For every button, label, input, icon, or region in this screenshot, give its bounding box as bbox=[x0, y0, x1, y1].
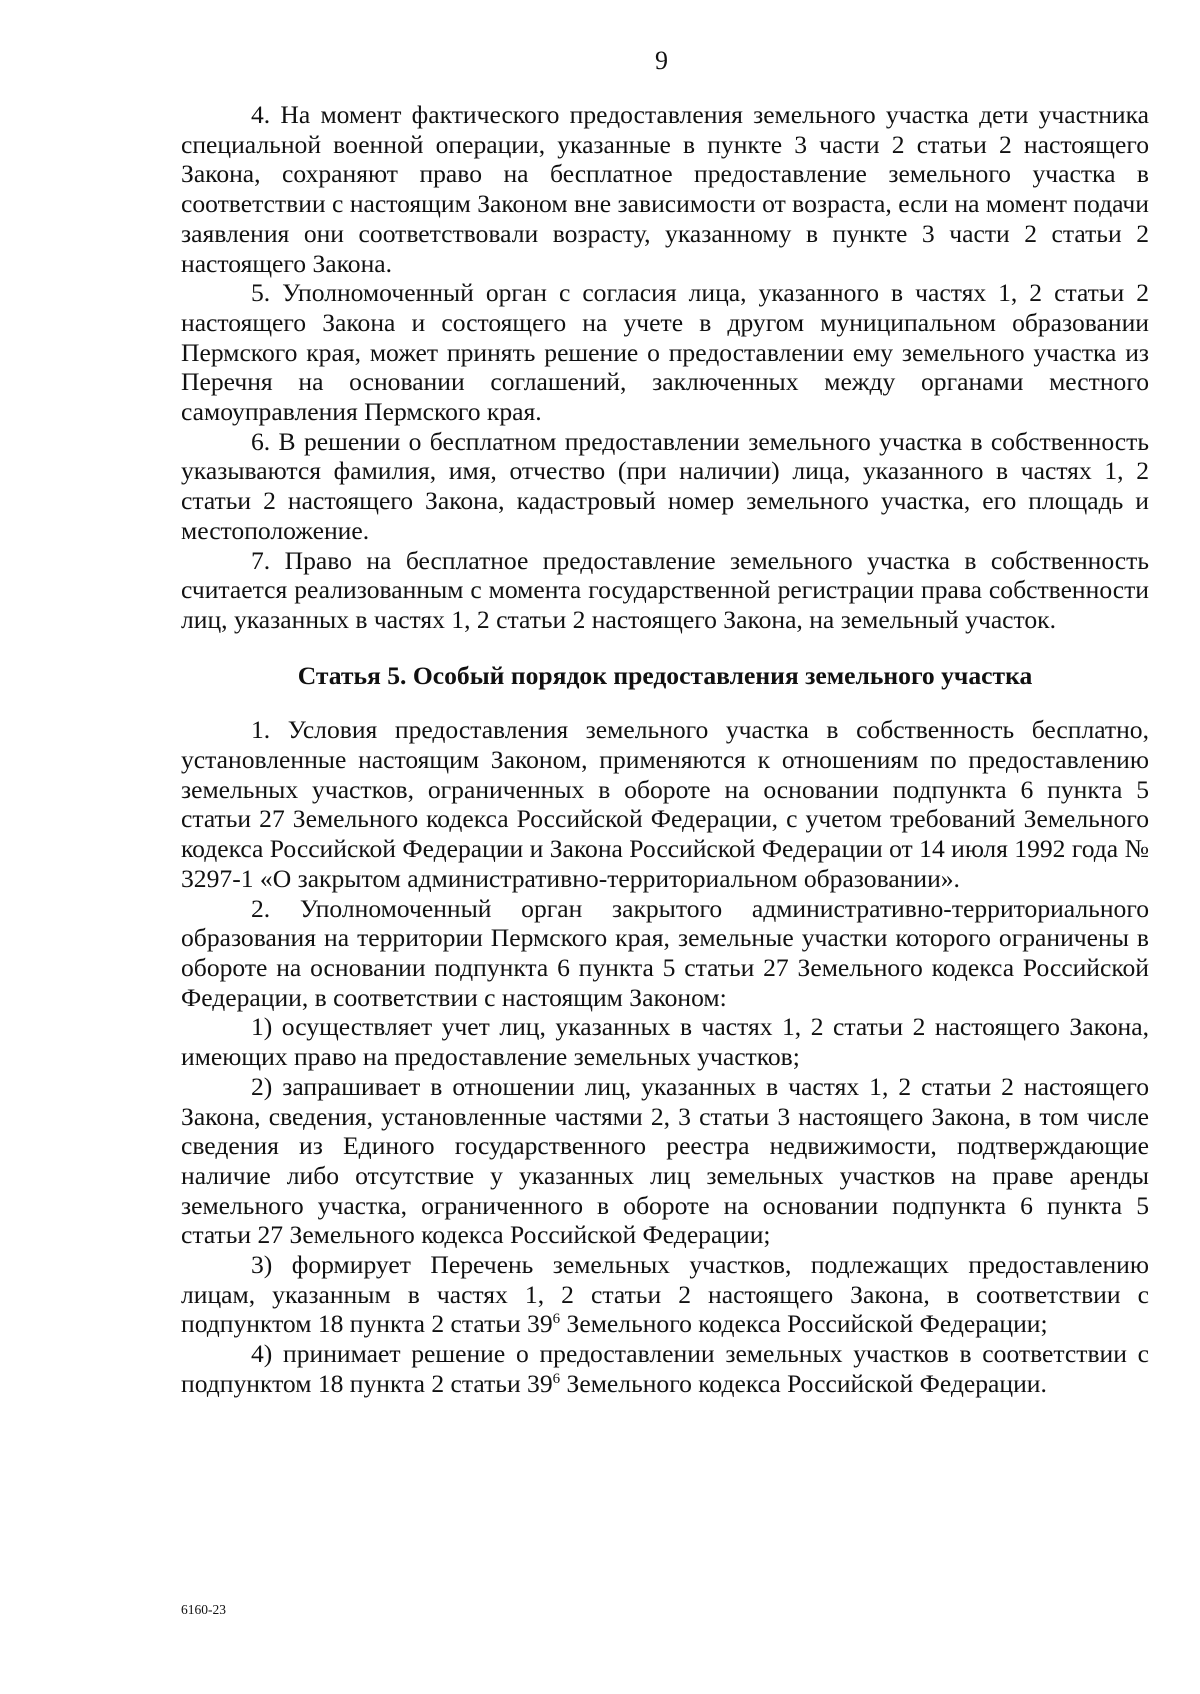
superscript: 6 bbox=[552, 1370, 561, 1387]
page-number: 9 bbox=[655, 46, 668, 75]
paragraph-7-part-4: 7. Право на бесплатное предоставление земельного участка в собственность считается реализованным с момента государственной регистрации права собственности лиц, указанных в частях 1, 2 статьи 2 настоящего Закона, на земельный участок. bbox=[181, 545, 1149, 634]
superscript: 6 bbox=[552, 1311, 561, 1328]
document-code: 6160-23 bbox=[181, 1602, 226, 1617]
list-item-3-tail: Земельного кодекса Российской Федерации; bbox=[560, 1309, 1048, 1339]
paragraph-1-article-5: 1. Условия предоставления земельного участка в собственность бесплатно, установленные настоящим Законом, применяются к отношениям по предоставлению земельных участков, ограниченных в обороте на основании подпункта 6 пункта 5 статьи 27 Земельного кодекса Российской Федерации, с учетом требований Земельного кодекса Российской Федерации и Закона Российской Федерации от 14 июля 1992 года № 3297-1 «О закрытом административно-территориальном образовании». bbox=[181, 715, 1149, 893]
list-item-4 bbox=[181, 1339, 1149, 1398]
article-5-heading: Статья 5. Особый порядок предоставления земельного участка bbox=[297, 660, 1033, 690]
paragraph-6-part-4: 6. В решении о бесплатном предоставлении земельного участка в собственность указываются фамилия, имя, отчество (при наличии) лица, указанного в частях 1, 2 статьи 2 настоящего Закона, кадастровый номер земельного участка, его площадь и местоположение. bbox=[181, 426, 1149, 545]
list-item-3 bbox=[181, 1250, 1149, 1339]
paragraph-5-part-4: 5. Уполномоченный орган с согласия лица, указанного в частях 1, 2 статьи 2 настоящего Закона и состоящего на учете в другом муниципальном образовании Пермского края, может принять решение о предоставлении ему земельного участка из Перечня на основании соглашений, заключенных между органами местного самоуправления Пермского края. bbox=[181, 278, 1149, 427]
paragraph-2-article-5: 2. Уполномоченный орган закрытого административно-территориального образования на территории Пермского края, земельные участки которого ограничены в обороте на основании подпункта 6 пункта 5 статьи 27 Земельного кодекса Российской Федерации, в соответствии с настоящим Законом: bbox=[181, 893, 1149, 1012]
list-item-1: 1) осуществляет учет лиц, указанных в частях 1, 2 статьи 2 настоящего Закона, имеющих право на предоставление земельных участков; bbox=[181, 1012, 1149, 1072]
document-body bbox=[181, 100, 1149, 1399]
list-item-4-tail: Земельного кодекса Российской Федерации. bbox=[560, 1368, 1047, 1398]
list-item-4-text: 4) принимает решение о предоставлении земельных участков в соответствии с подпунктом 18 пункта 2 статьи 39 bbox=[181, 1339, 1149, 1398]
list-item-3-text: 3) формирует Перечень земельных участков, подлежащих предоставлению лицам, указанным в частях 1, 2 статьи 2 настоящего Закона, в соответствии с подпунктом 18 пункта 2 статьи 39 bbox=[181, 1250, 1149, 1339]
list-item-2: 2) запрашивает в отношении лиц, указанных в частях 1, 2 статьи 2 настоящего Закона, сведения, установленные частями 2, 3 статьи 3 настоящего Закона, в том числе сведения из Единого государственного реестра недвижимости, подтверждающие наличие либо отсутствие у указанных лиц земельных участков на праве аренды земельного участка, ограниченного в обороте на основании подпункта 6 пункта 5 статьи 27 Земельного кодекса Российской Федерации; bbox=[181, 1071, 1149, 1250]
paragraph-4-part-4: 4. На момент фактического предоставления земельного участка дети участника специальной военной операции, указанные в пункте 3 части 2 статьи 2 настоящего Закона, сохраняют право на бесплатное предоставление земельного участка в соответствии с настоящим Законом вне зависимости от возраста, если на момент подачи заявления они соответствовали возрасту, указанному в пункте 3 части 2 статьи 2 настоящего Закона. bbox=[181, 100, 1149, 278]
